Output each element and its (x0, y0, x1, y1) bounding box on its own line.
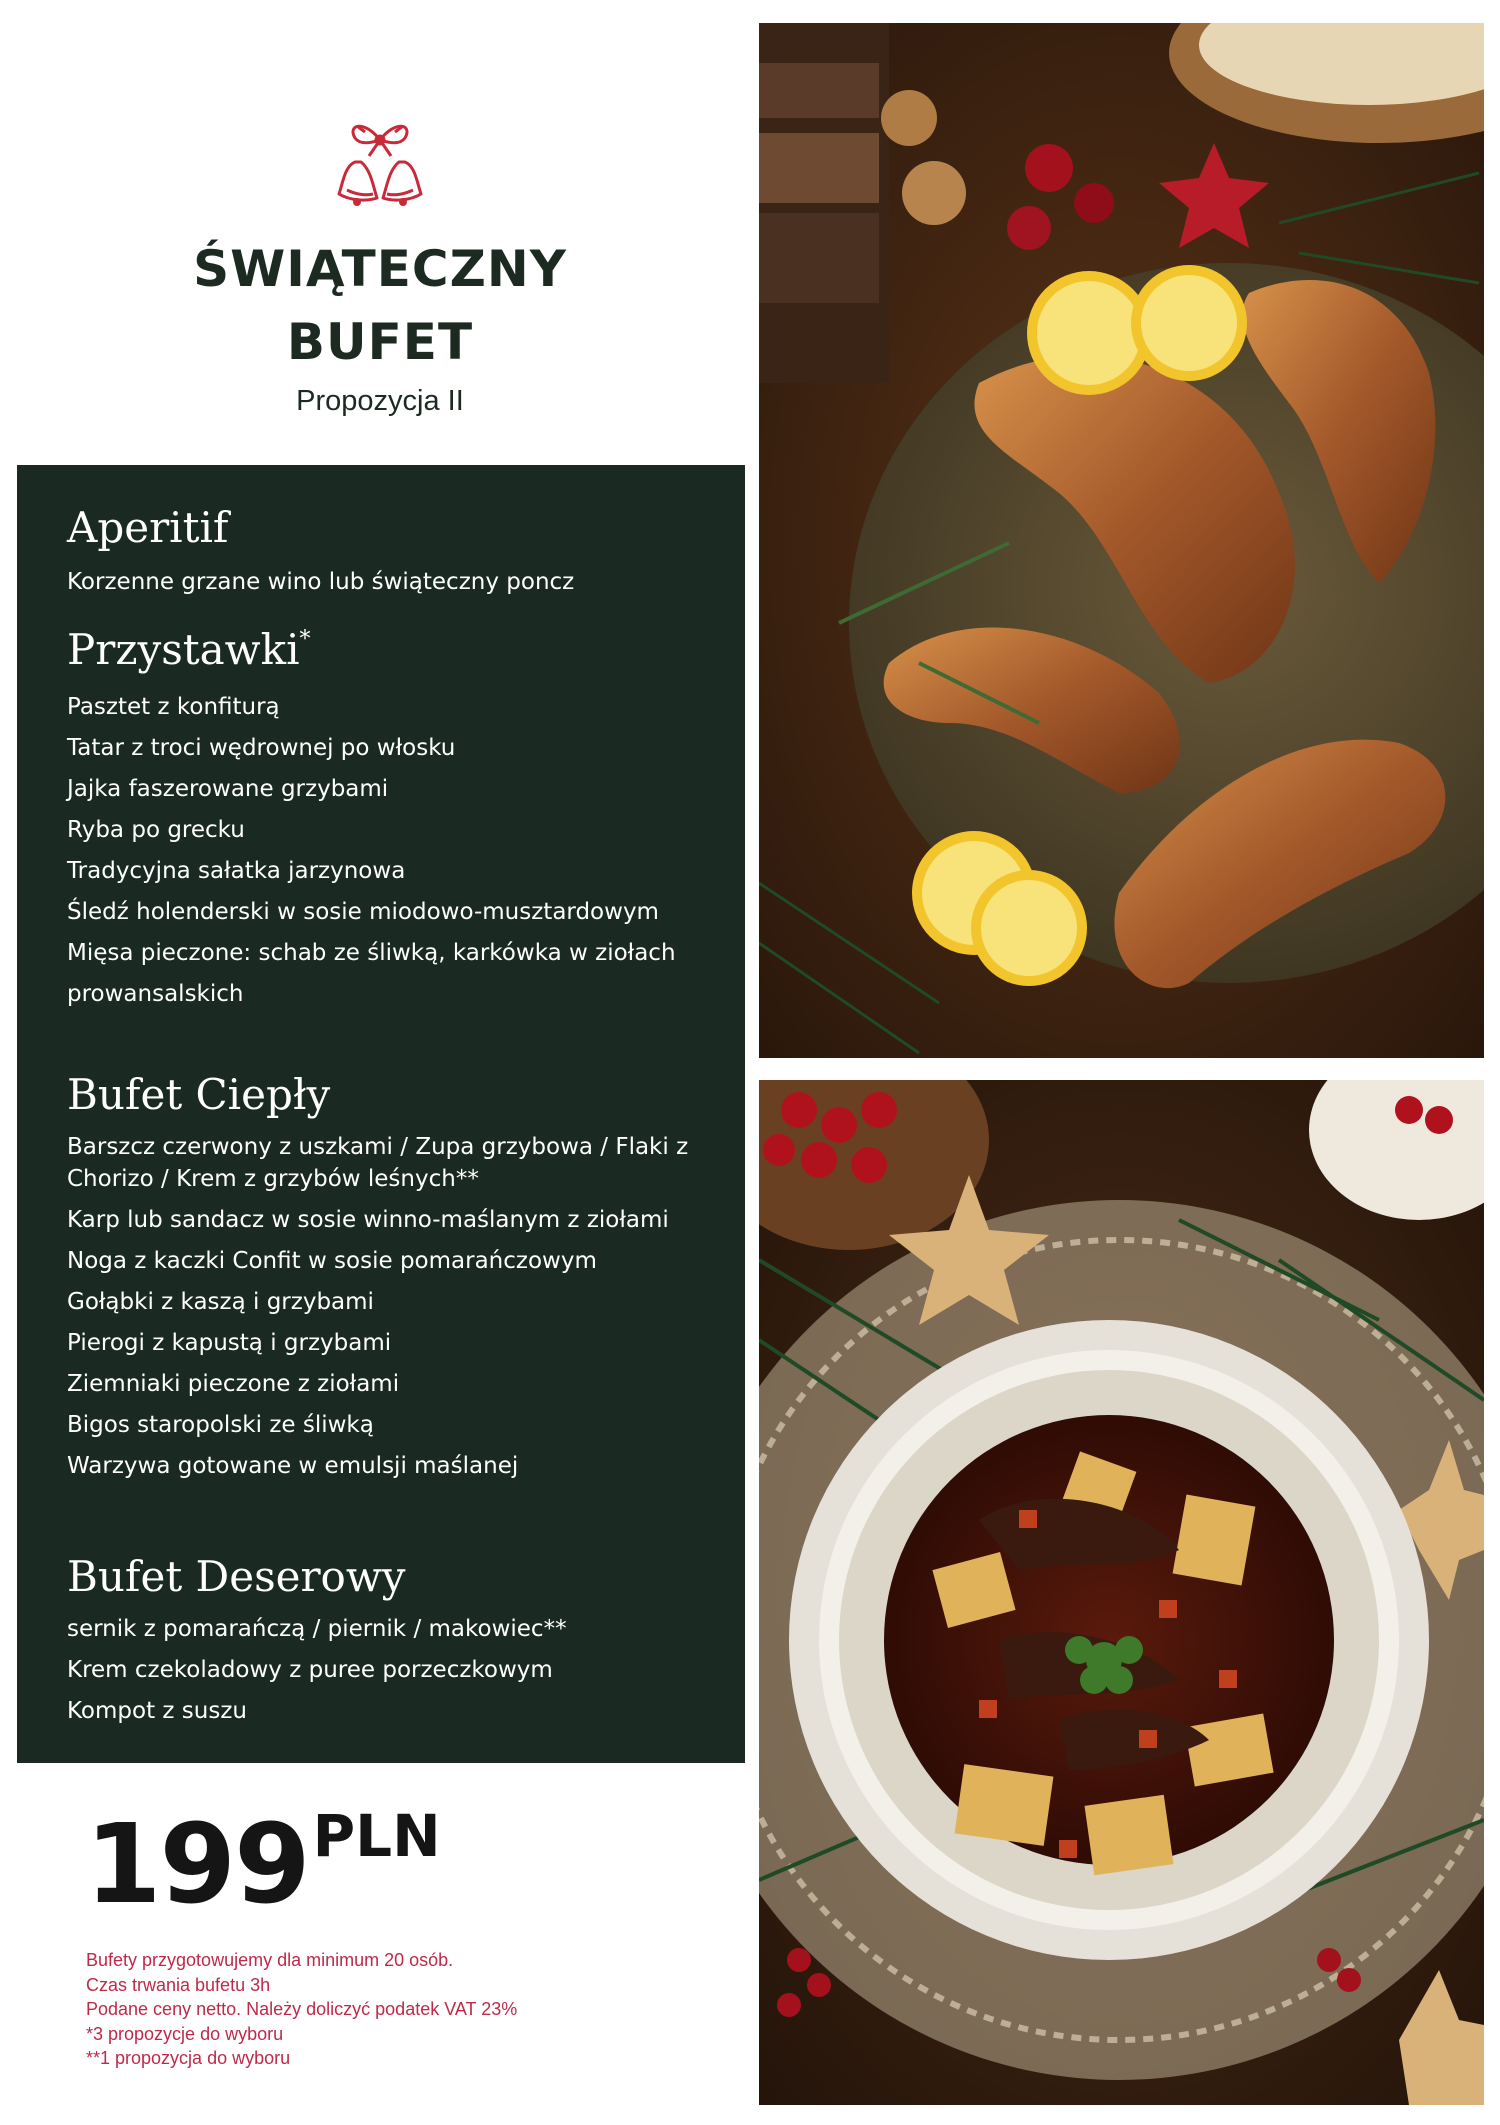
menu-item: Jajka faszerowane grzybami (67, 776, 389, 802)
christmas-bells-icon (325, 110, 435, 220)
menu-item: Chorizo / Krem z grzybów leśnych** (67, 1166, 479, 1192)
fried-carp-photo (759, 23, 1484, 1058)
menu-item: Tatar z troci wędrownej po włosku (67, 735, 456, 761)
note-line: Bufety przygotowujemy dla minimum 20 osób. (86, 1950, 454, 1970)
menu-item: Bigos staropolski ze śliwką (67, 1412, 374, 1438)
menu-item: Gołąbki z kaszą i grzybami (67, 1289, 374, 1315)
menu-item: Kompot z suszu (67, 1698, 247, 1724)
note-line: Czas trwania bufetu 3h (86, 1974, 271, 1995)
price-currency: PLN (312, 1802, 441, 1870)
menu-item: Warzywa gotowane w emulsji maślanej (67, 1453, 519, 1479)
section-heading-starters-text: Przystawki (67, 625, 300, 674)
menu-item: Śledź holenderski w sosie miodowo-musztardowym (67, 899, 659, 925)
menu-item: Krem czekoladowy z puree porzeczkowym (67, 1657, 553, 1683)
menu-item: Ziemniaki pieczone z ziołami (67, 1371, 400, 1397)
note-line: Podane ceny netto. Należy doliczyć podatek VAT 23% (86, 1999, 518, 2019)
menu-item: Korzenne grzane wino lub świąteczny poncz (67, 569, 575, 595)
menu-item: Karp lub sandacz w sosie winno-maślanym z ziołami (67, 1207, 669, 1233)
price (85, 1800, 441, 1928)
mushroom-soup-photo (759, 1080, 1484, 2105)
section-heading-dessert: Bufet Deserowy (67, 1552, 406, 1601)
menu-item: Noga z kaczki Confit w sosie pomarańczowym (67, 1248, 597, 1274)
page-title-line1: ŚWIĄTECZNY (193, 240, 567, 298)
menu-item: Tradycyjna sałatka jarzynowa (67, 858, 406, 884)
menu-item: sernik z pomarańczą / piernik / makowiec** (67, 1616, 567, 1642)
menu-item: prowansalskich (67, 981, 244, 1007)
menu-item: Pasztet z konfiturą (67, 694, 280, 720)
page-subtitle: Propozycja II (296, 385, 464, 417)
menu-item: Pierogi z kapustą i grzybami (67, 1330, 392, 1356)
section-heading-aperitif: Aperitif (67, 503, 229, 552)
price-amount: 199 (85, 1800, 309, 1928)
section-heading-starters (67, 625, 311, 674)
menu-item: Ryba po grecku (67, 817, 245, 843)
menu-item: Mięsa pieczone: schab ze śliwką, karkówka w ziołach (67, 940, 676, 966)
note-line: *3 propozycje do wyboru (86, 2023, 284, 2044)
menu-item: Barszcz czerwony z uszkami / Zupa grzybowa / Flaki z (67, 1134, 689, 1160)
page-title-line2: BUFET (286, 313, 474, 371)
note-line: **1 propozycja do wyboru (86, 2048, 291, 2068)
footnote-mark: * (299, 627, 311, 652)
footnotes (86, 1948, 517, 2071)
section-heading-hot: Bufet Ciepły (67, 1070, 331, 1119)
